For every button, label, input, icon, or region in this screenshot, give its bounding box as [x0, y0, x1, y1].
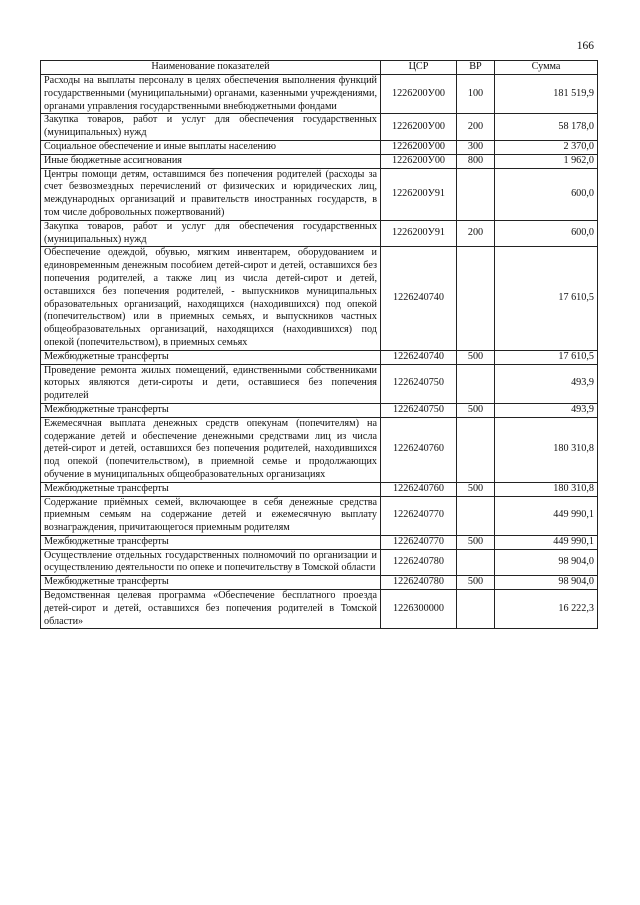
table-body — [41, 75, 598, 629]
cell-sum: 449 990,1 — [495, 535, 598, 549]
cell-csr: 1226240780 — [381, 549, 457, 576]
cell-vr: 200 — [457, 114, 495, 141]
cell-sum: 600,0 — [495, 168, 598, 220]
cell-csr: 1226200У00 — [381, 114, 457, 141]
cell-csr: 1226240750 — [381, 403, 457, 417]
cell-sum: 493,9 — [495, 403, 598, 417]
cell-sum: 180 310,8 — [495, 417, 598, 482]
header-sum: Сумма — [495, 61, 598, 75]
header-name: Наименование показателей — [41, 61, 381, 75]
cell-sum: 98 904,0 — [495, 549, 598, 576]
cell-sum: 17 610,5 — [495, 247, 598, 350]
cell-vr: 500 — [457, 535, 495, 549]
table-row — [41, 364, 598, 403]
cell-vr: 500 — [457, 403, 495, 417]
cell-sum: 58 178,0 — [495, 114, 598, 141]
cell-csr: 1226240780 — [381, 576, 457, 590]
page-number: 166 — [576, 40, 594, 52]
cell-csr: 1226240740 — [381, 247, 457, 350]
table-row — [41, 154, 598, 168]
cell-csr: 1226200У00 — [381, 75, 457, 114]
table-row — [41, 417, 598, 482]
cell-csr: 1226240760 — [381, 482, 457, 496]
cell-vr: 300 — [457, 140, 495, 154]
cell-name: Иные бюджетные ассигнования — [41, 154, 381, 168]
cell-name: Обеспечение одеждой, обувью, мягким инвентарем, оборудованием и единовременным денежным пособием детей-сирот и детей, оставшихся без попечения родителей, а также лиц из числа детей-сирот и детей, оставшихся без попечения родителей, - выпускников муниципальных образовательных организаций, находящихся (находившихся) под опекой (попечительством) или в приемных семьях, и выпускников частных общеобразовательных организаций, находящихся (находившихся) под опекой (попечительством), в приемных семьях — [41, 247, 381, 350]
table-row — [41, 350, 598, 364]
cell-csr: 1226240770 — [381, 535, 457, 549]
table-row — [41, 247, 598, 350]
cell-sum: 600,0 — [495, 220, 598, 247]
cell-csr: 1226240770 — [381, 496, 457, 535]
cell-vr: 200 — [457, 220, 495, 247]
cell-sum: 493,9 — [495, 364, 598, 403]
cell-vr — [457, 549, 495, 576]
cell-vr — [457, 247, 495, 350]
cell-name: Ежемесячная выплата денежных средств опекунам (попечителям) на содержание детей и обеспечение денежными средствами лиц из числа детей-сирот и детей, оставшихся без попечения родителей, находившихся под опекой (попечительством), в приемной семье и продолжающих обучение в муниципальных общеобразовательных организациях — [41, 417, 381, 482]
cell-sum: 1 962,0 — [495, 154, 598, 168]
cell-vr — [457, 168, 495, 220]
cell-name: Проведение ремонта жилых помещений, единственными собственниками которых являются дети-сироты и дети, оставшиеся без попечения родителей — [41, 364, 381, 403]
cell-csr: 1226240760 — [381, 417, 457, 482]
cell-csr: 1226300000 — [381, 590, 457, 629]
cell-sum: 449 990,1 — [495, 496, 598, 535]
cell-csr: 1226240740 — [381, 350, 457, 364]
table-row — [41, 590, 598, 629]
cell-vr — [457, 417, 495, 482]
cell-sum: 2 370,0 — [495, 140, 598, 154]
cell-sum: 17 610,5 — [495, 350, 598, 364]
cell-name: Межбюджетные трансферты — [41, 482, 381, 496]
header-vr: ВР — [457, 61, 495, 75]
cell-vr — [457, 496, 495, 535]
cell-name: Содержание приёмных семей, включающее в себя денежные средства приемным семьям на содержание детей и ежемесячную выплату вознаграждения, причитающегося приемным родителям — [41, 496, 381, 535]
cell-csr: 1226200У91 — [381, 220, 457, 247]
cell-csr: 1226200У00 — [381, 140, 457, 154]
table-row — [41, 114, 598, 141]
cell-name: Ведомственная целевая программа «Обеспечение бесплатного проезда детей-сирот и детей, оставшихся без попечения родителей в Томской области» — [41, 590, 381, 629]
cell-sum: 180 310,8 — [495, 482, 598, 496]
cell-vr: 500 — [457, 350, 495, 364]
cell-name: Центры помощи детям, оставшимся без попечения родителей (расходы за счет безвозмездных перечислений от физических и юридических лиц, международных организаций и правительств иностранных государств, в том числе добровольных пожертвований) — [41, 168, 381, 220]
table-row — [41, 168, 598, 220]
cell-vr: 500 — [457, 576, 495, 590]
cell-vr — [457, 590, 495, 629]
cell-name: Социальное обеспечение и иные выплаты населению — [41, 140, 381, 154]
cell-sum: 181 519,9 — [495, 75, 598, 114]
cell-csr: 1226200У00 — [381, 154, 457, 168]
table-row — [41, 496, 598, 535]
cell-vr: 100 — [457, 75, 495, 114]
cell-name: Межбюджетные трансферты — [41, 403, 381, 417]
cell-csr: 1226240750 — [381, 364, 457, 403]
cell-csr: 1226200У91 — [381, 168, 457, 220]
cell-name: Закупка товаров, работ и услуг для обеспечения государственных (муниципальных) нужд — [41, 220, 381, 247]
header-csr: ЦСР — [381, 61, 457, 75]
table-row — [41, 482, 598, 496]
cell-name: Осуществление отдельных государственных полномочий по организации и осуществлению деятельности по опеке и попечительству в Томской области — [41, 549, 381, 576]
cell-name: Межбюджетные трансферты — [41, 350, 381, 364]
cell-vr — [457, 364, 495, 403]
table-row — [41, 220, 598, 247]
cell-sum: 16 222,3 — [495, 590, 598, 629]
budget-table — [40, 60, 598, 629]
table-row — [41, 576, 598, 590]
cell-name: Межбюджетные трансферты — [41, 576, 381, 590]
cell-vr: 800 — [457, 154, 495, 168]
table-row — [41, 140, 598, 154]
table-row — [41, 75, 598, 114]
table-row — [41, 403, 598, 417]
cell-name: Закупка товаров, работ и услуг для обеспечения государственных (муниципальных) нужд — [41, 114, 381, 141]
cell-vr: 500 — [457, 482, 495, 496]
cell-name: Межбюджетные трансферты — [41, 535, 381, 549]
cell-sum: 98 904,0 — [495, 576, 598, 590]
table-header-row — [41, 61, 598, 75]
cell-name: Расходы на выплаты персоналу в целях обеспечения выполнения функций государственными (муниципальными) органами, казенными учреждениями, органами управления государственными внебюджетными фондами — [41, 75, 381, 114]
table-row — [41, 549, 598, 576]
table-row — [41, 535, 598, 549]
